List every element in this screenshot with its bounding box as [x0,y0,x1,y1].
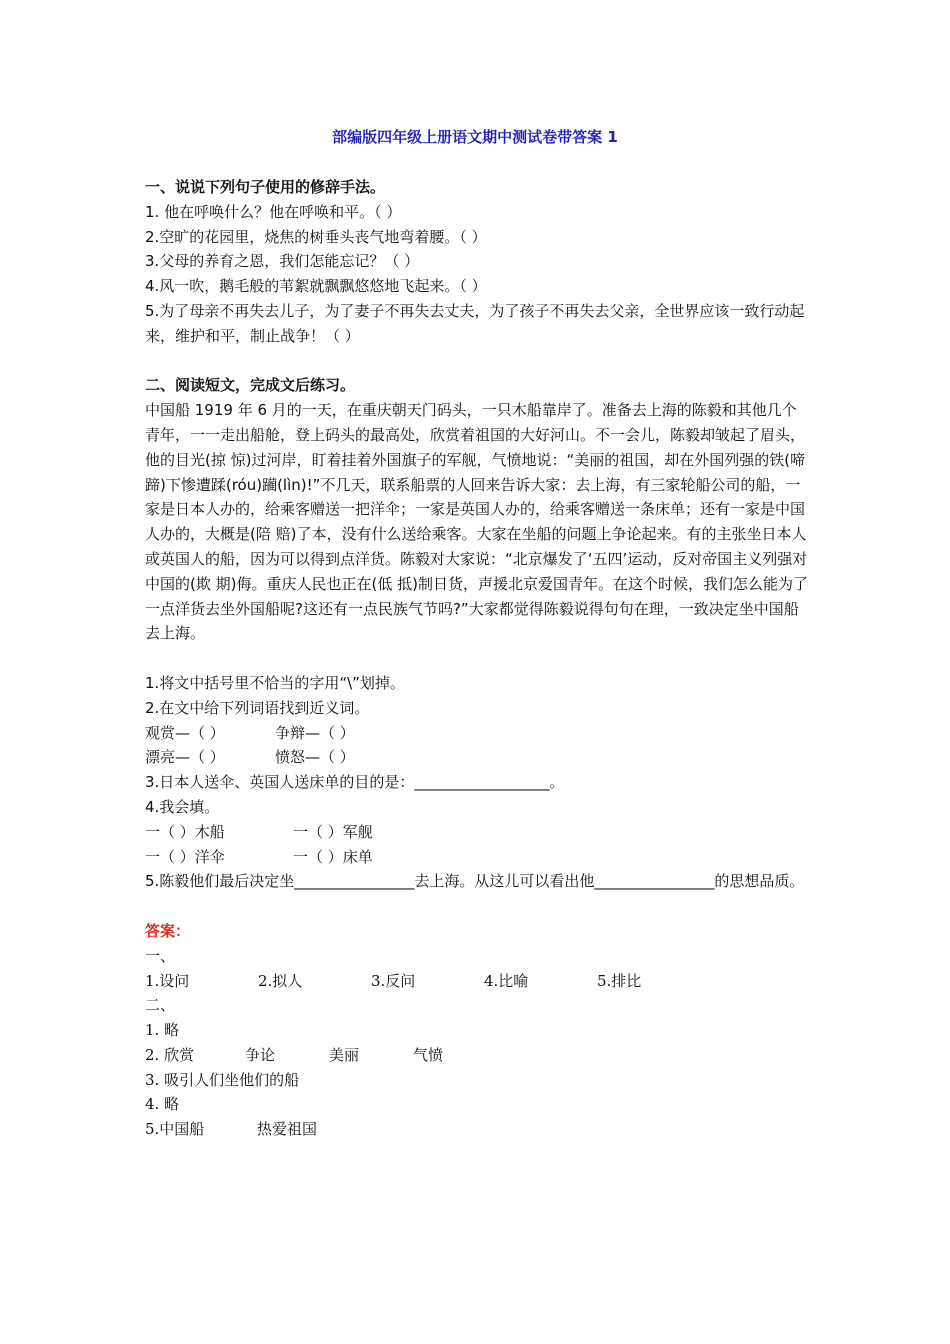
answer-item: 3.反问 [371,971,416,990]
question-2-row-1 [145,721,810,746]
document-body [145,175,810,1142]
answers-part1-label: 一、 [145,946,176,965]
reading-passage: 中国船 1919 年 6 月的一天，在重庆朝天门码头，一只木船靠岸了。准备去上海的陈毅和其他几个青年，一一走出船舱，登上码头的最高处，欣赏着祖国的大好河山。不一会儿，陈毅却皱起了眉头，他的目光(掠 惊)过河岸，盯着挂着外国旗子的军舰，气愤地说：“美丽的祖国，却在外国列强的铁(啼 蹄)下惨遭蹂(róu)躏(lìn)!”不几天，联系船票的人回来告诉大家：去上海，有三家轮船公司的船，一家是日本人办的，给乘客赠送一把洋伞；一家是英国人办的，给乘客赠送一条床单；还有一家是中国人办的，大概是(陪 赔)了本，没有什么送给乘客。大家在坐船的问题上争论起来。有的主张坐日本人或英国人的船，因为可以得到点洋货。陈毅对大家说：“北京爆发了‘五四’运动，反对帝国主义列强对中国的(欺 期)侮。重庆人民也正在(低 抵)制日货，声援北京爱国青年。在这个时候，我们怎么能为了一点洋货去坐外国船呢?这还有一点民族气节吗?”大家都觉得陈毅说得句句在理，一致决定坐中国船去上海。 [145,401,808,643]
section1-heading: 一、说说下列句子使用的修辞手法。 [145,178,386,196]
page-title: 部编版四年级上册语文期中测试卷带答案 1 [332,128,618,146]
question-5: 5.陈毅他们最后决定坐________________去上海。从这儿可以看出他________________的思想品质。 [145,872,805,891]
answer-item: 5.排比 [597,971,642,990]
question-4-row-2 [145,845,810,870]
question-1: 1.将文中括号里不恰当的字用“\”划掉。 [145,673,405,692]
s1-item-3: 3.父母的养育之恩，我们怎能忘记？（ ） [145,252,420,271]
answer-item: 热爱祖国 [257,1120,318,1139]
answers-part1 [145,969,810,994]
q2-item: 观赏—（ ） [145,723,225,742]
s1-item-5: 5.为了母亲不再失去儿子，为了妻子不再失去丈夫，为了孩子不再失去父亲，全世界应该一致行动起来，维护和平，制止战争！（ ） [145,301,805,345]
q4-item: 一（ ）军舰 [293,822,373,841]
q4-item: 一（ ）洋伞 [145,847,225,866]
s1-item-2: 2.空旷的花园里，烧焦的树垂头丧气地弯着腰。（ ） [145,227,487,246]
answer-item: 1.设问 [145,971,190,990]
answer-2-1: 1. 略 [145,1021,180,1040]
question-2: 2.在文中给下列词语找到近义词。 [145,698,370,717]
answer-item: 4.比喻 [484,971,529,990]
q4-item: 一（ ）床单 [293,847,373,866]
question-2-row-2 [145,745,810,770]
answer-2-2 [145,1043,810,1068]
spacer [145,646,810,671]
s1-item-1: 1. 他在呼唤什么？他在呼唤和平。（ ） [145,202,402,221]
answer-item: 2. 欣赏 [145,1045,195,1064]
s1-item-4: 4.风一吹，鹅毛般的苇絮就飘飘悠悠地飞起来。（ ） [145,277,487,296]
question-3: 3.日本人送伞、英国人送床单的目的是：__________________。 [145,773,565,792]
answer-item: 美丽 [329,1045,360,1064]
answer-item: 2.拟人 [258,971,303,990]
q2-item: 争辩—（ ） [275,723,355,742]
answers-part2-label: 二、 [145,996,176,1015]
answer-2-4: 4. 略 [145,1095,180,1114]
answers-heading: 答案： [145,921,191,940]
question-4: 4.我会填。 [145,797,220,816]
answer-2-3: 3. 吸引人们坐他们的船 [145,1070,300,1089]
answer-item: 争论 [245,1045,276,1064]
q2-item: 愤怒—（ ） [275,748,355,767]
spacer [145,349,810,374]
answer-2-5 [145,1117,810,1142]
q4-item: 一（ ）木船 [145,822,225,841]
section2-heading: 二、阅读短文，完成文后练习。 [145,376,356,395]
answer-item: 5.中国船 [145,1120,205,1139]
q2-item: 漂亮—（ ） [145,748,225,767]
question-4-row-1 [145,820,810,845]
answer-item: 气愤 [413,1045,444,1064]
spacer [145,894,810,919]
